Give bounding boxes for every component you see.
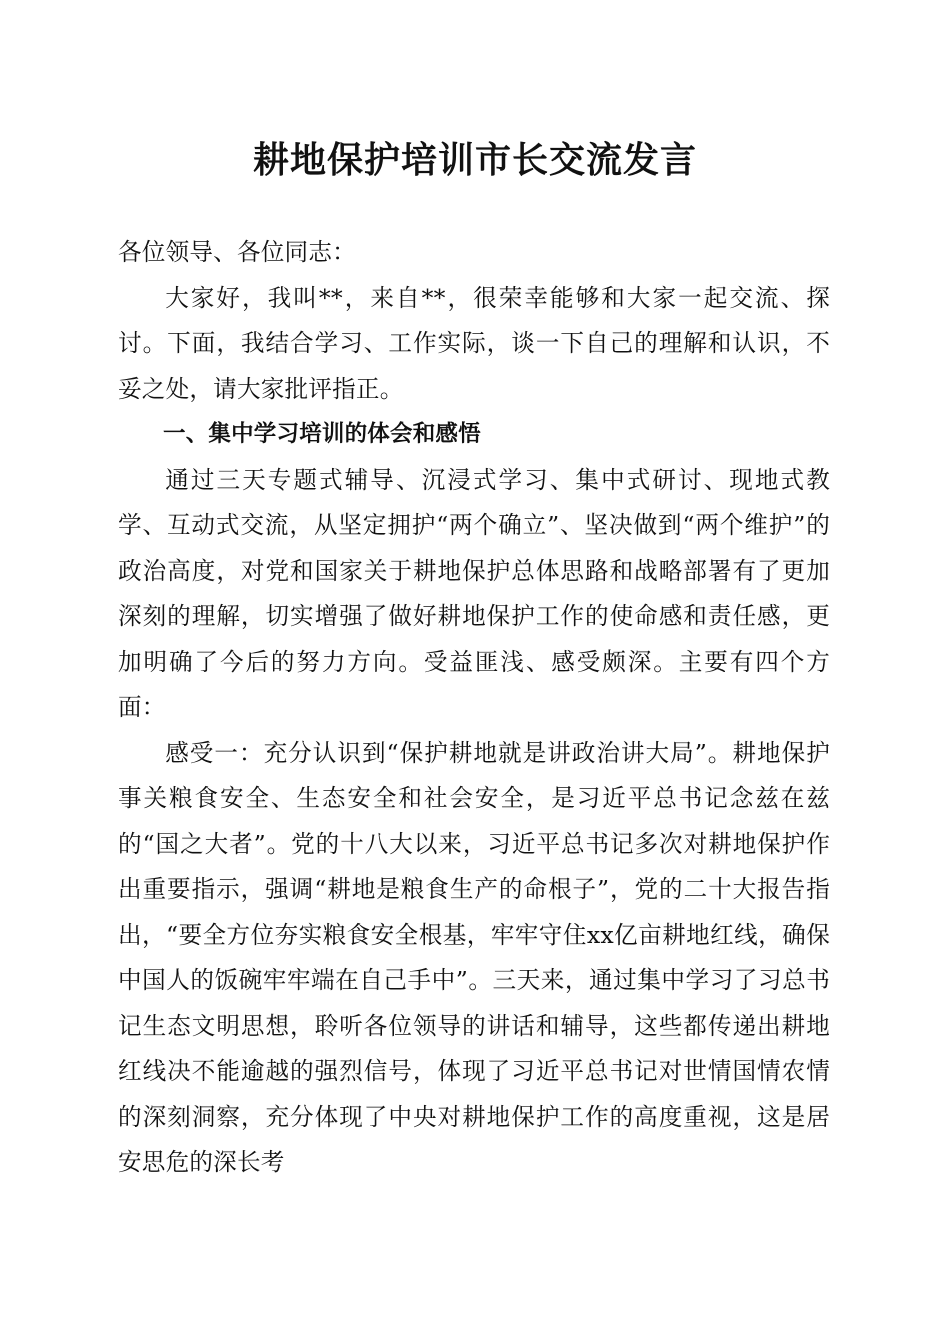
section1-paragraph-1: 通过三天专题式辅导、沉浸式学习、集中式研讨、现地式教学、互动式交流，从坚定拥护“两个确立”、坚决做到“两个维护”的政治高度，对党和国家关于耕地保护总体思路和战略部署有了更加深刻的理解，切实增强了做好耕地保护工作的使命感和责任感，更加明确了今后的努力方向。受益匪浅、感受颇深。主要有四个方面： bbox=[118, 465, 830, 721]
document-body bbox=[118, 230, 830, 1186]
section1-paragraph-2: 感受一：充分认识到“保护耕地就是讲政治讲大局”。耕地保护事关粮食安全、生态安全和社会安全，是习近平总书记念兹在兹的“国之大者”。党的十八大以来，习近平总书记多次对耕地保护作出重要指示，强调“耕地是粮食生产的命根子”，党的二十大报告指出，“要全方位夯实粮食安全根基，牢牢守住xx亿亩耕地红线，确保中国人的饭碗牢牢端在自己手中”。三天来，通过集中学习了习总书记生态文明思想，聆听各位领导的讲话和辅导，这些都传递出耕地红线决不能逾越的强烈信号，体现了习近平总书记对世情国情农情的深刻洞察，充分体现了中央对耕地保护工作的高度重视，这是居安思危的深长考 bbox=[118, 738, 830, 1176]
section-heading-1: 一、集中学习培训的体会和感悟 bbox=[163, 421, 481, 447]
document-title: 耕地保护培训市长交流发言 bbox=[252, 139, 697, 181]
intro-paragraph: 大家好，我叫**，来自**，很荣幸能够和大家一起交流、探讨。下面，我结合学习、工作实际，谈一下自己的理解和认识，不妥之处，请大家批评指正。 bbox=[118, 283, 830, 403]
salutation: 各位领导、各位同志： bbox=[118, 238, 356, 266]
